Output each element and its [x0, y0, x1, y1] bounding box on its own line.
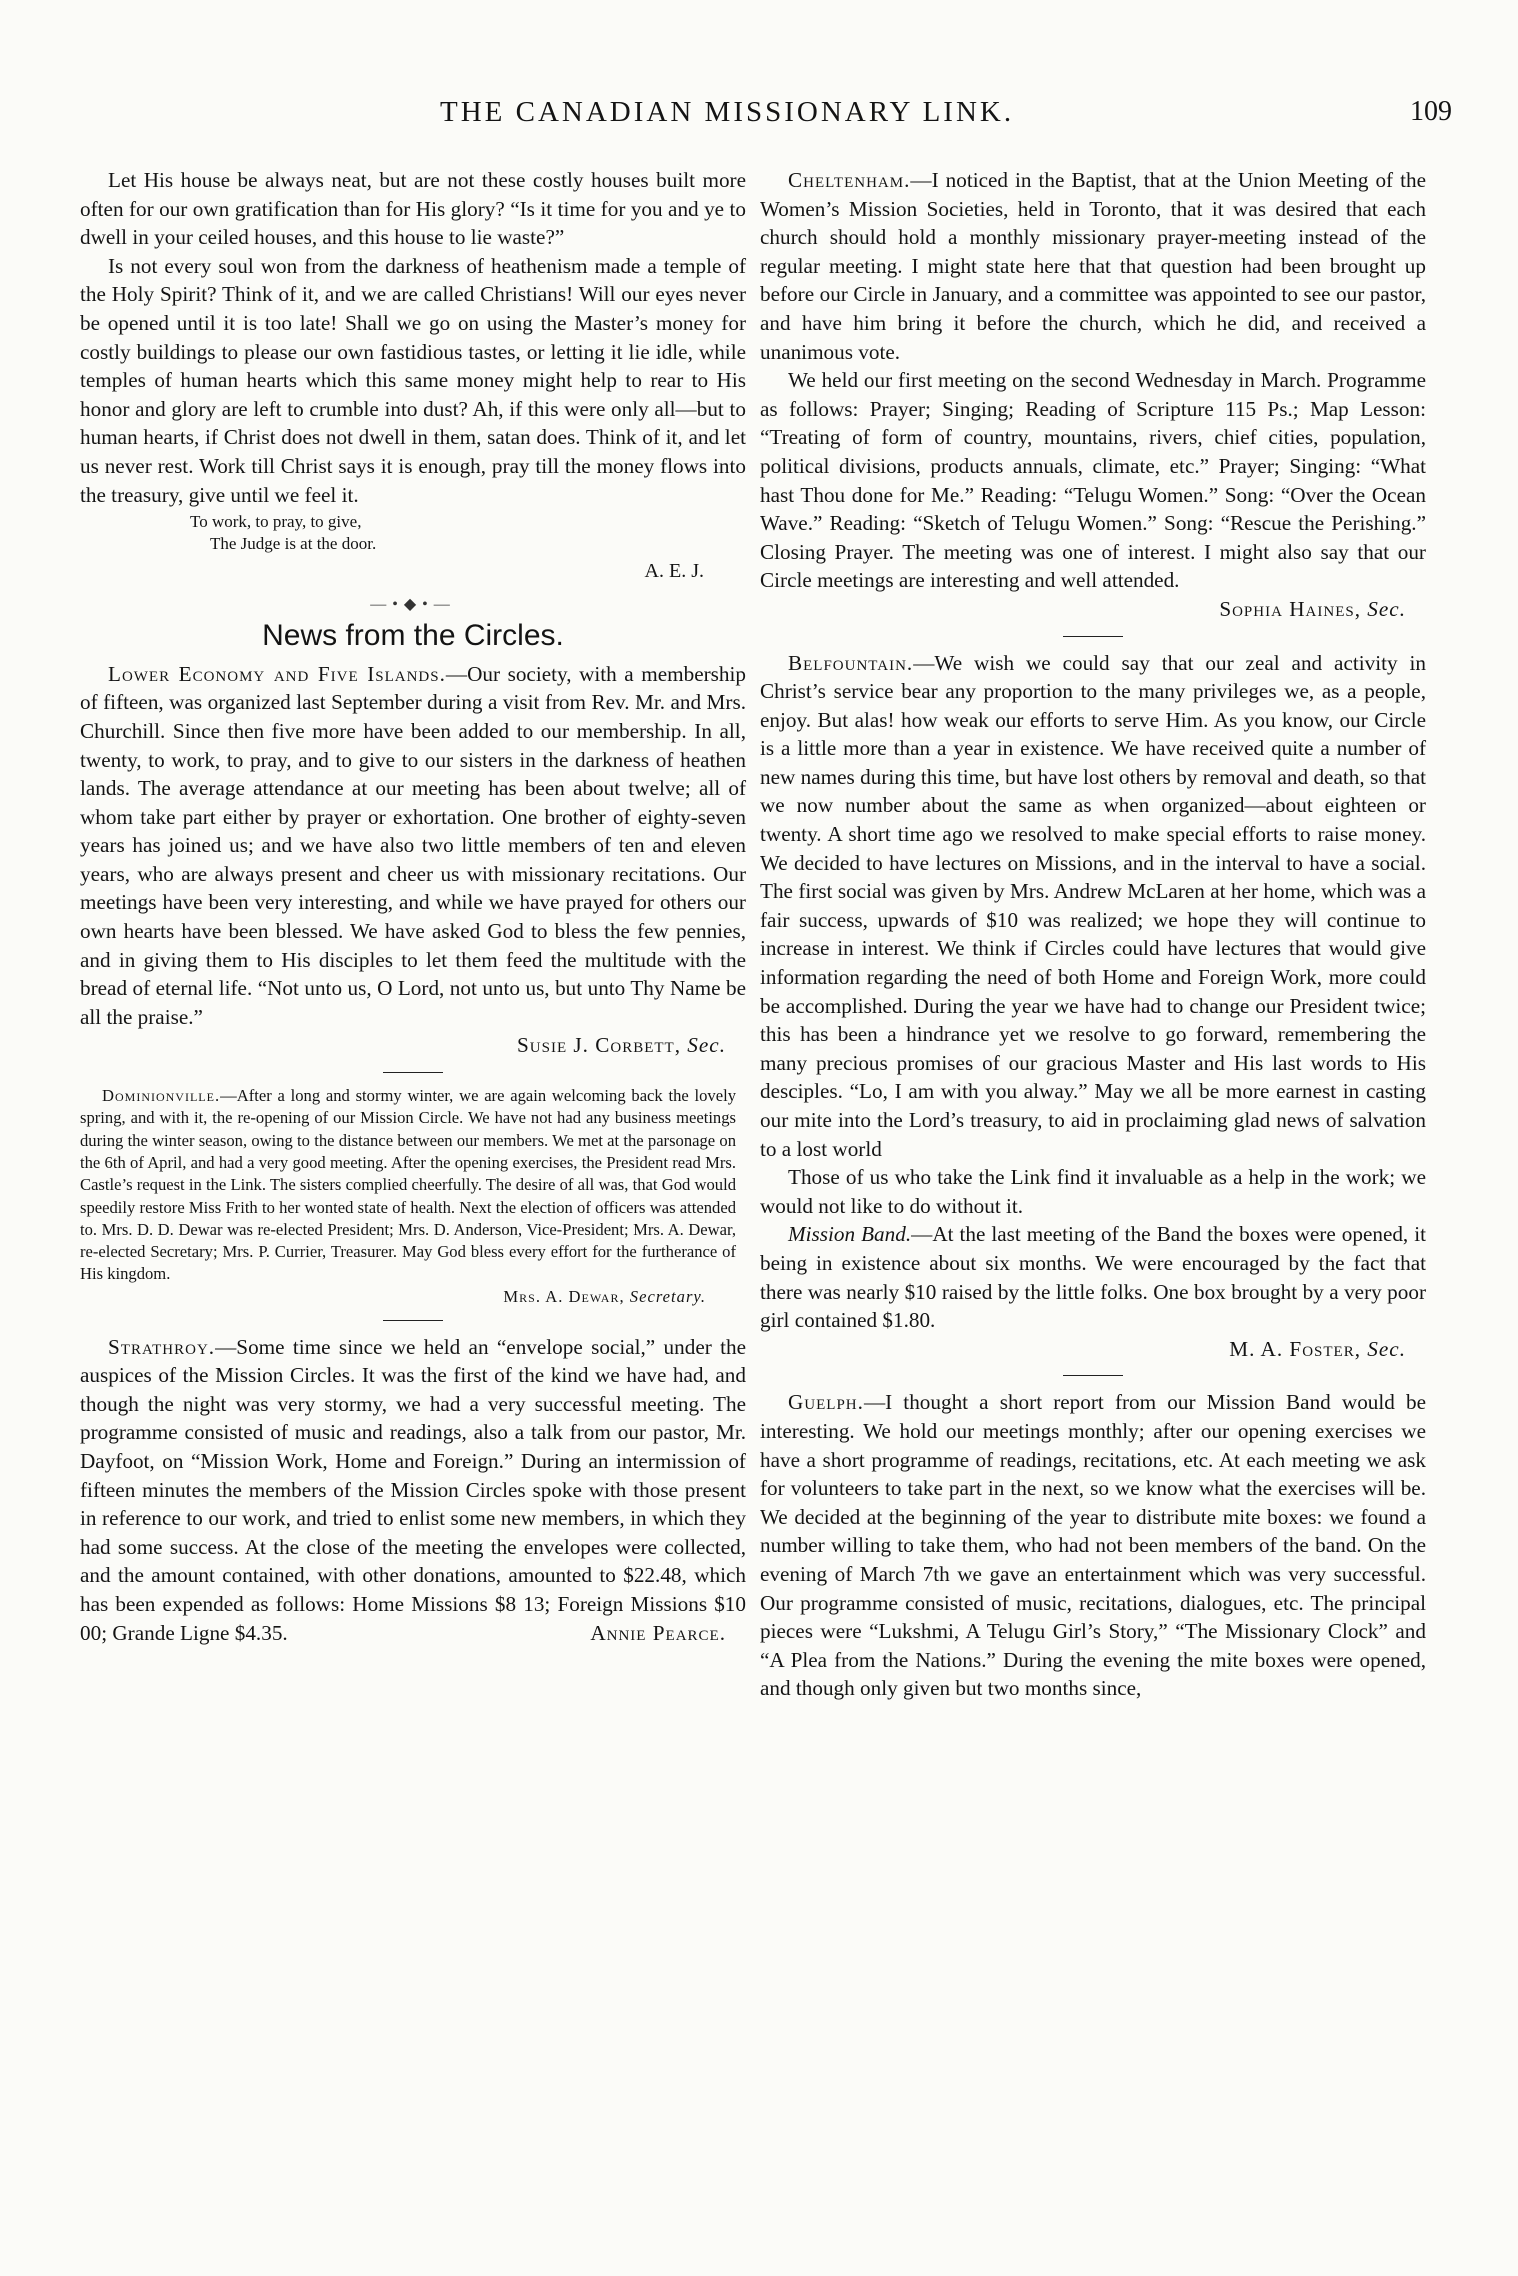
signature-role: Secretary. — [629, 1286, 706, 1306]
signature — [80, 1031, 746, 1060]
left-column — [80, 166, 746, 1647]
signature-name: Susie J. Corbett, — [516, 1033, 681, 1058]
signature-role: Sec. — [1367, 596, 1406, 621]
paragraph: Is not every soul won from the darkness of heathenism made a temple of the Holy Spirit? Think of it, and we are called Christians! Will our eyes never be opened until it is too late! Shall we go on using the Master’s money for costly buildings to please our own fastidious tastes, or letting it lie idle, while temples of human hearts which this same money might help to rear to His honor and glory are left to crumble into dust? Ah, if this were only all—but to human hearts, if Christ does not dwell in them, satan does. Think of it, and let us never rest. Work till Christ says it is enough, pray till the money flows into the treasury, give until we feel it. — [80, 253, 746, 507]
report-text: —I thought a short report from our Mission Band would be interesting. We hold our meetings monthly; after our opening exercises we have a short programme of readings, recitations, etc. At each meeting we ask for volunteers to take part in the next, so we know what the exercises will be. We decided at the beginning of the year to distribute mite boxes: we found a number willing to take them, who had not been members of the band. On the evening of March 7th we gave an entertainment which was very successful. Our programme consisted of music, recitations, dialogues, etc. The principal pieces were “Lukshmi, A Telugu Girl’s Story,” “The Missionary Clock” and “A Plea from the Nations.” During the evening the mite boxes were opened, and though only given but two months since, — [760, 1390, 1426, 1701]
signature-name: Annie Pearce. — [590, 1620, 726, 1645]
paragraph: Those of us who take the Link find it invaluable as a help in the work; we would not like to do without it. — [760, 1165, 1426, 1218]
place-name: Strathroy. — [108, 1334, 216, 1359]
signature-name: Mrs. A. Dewar, — [503, 1286, 625, 1306]
ornament-divider: —•◆•— — [370, 595, 456, 613]
report-mission-band — [760, 1220, 1426, 1334]
report-text: —I noticed in the Baptist, that at the Union Meeting of the Women’s Mission Societies, held in Toronto, that it was desired that each church should hold a monthly missionary prayer-meeting instead of the regular meeting. I might state here that that question had been brought up before our Circle in January, and a committee was appointed to see our pastor, and have him bring it before the church, which he did, and received a unanimous vote. — [760, 168, 1426, 364]
signature-name: M. A. Foster, — [1229, 1336, 1361, 1361]
report-text: —After a long and stormy winter, we are again welcoming back the lovely spring, and with it, the re-opening of our Mission Circle. We have not had any business meetings during the winter season, owing to the distance between our members. We met at the parsonage on the 6th of April, and had a very good meeting. After the opening exercises, the President read Mrs. Castle’s request in the Link. The sisters complied cheerfully. The desire of all was, that God would speedily restore Miss Frith to her wonted state of health. Next the election of officers was attended to. Mrs. D. D. Dewar was re-elected President; Mrs. D. Anderson, Vice-President; Mrs. A. Dewar, re-elected Secretary; Mrs. P. Currier, Treasurer. May God bless every effort for the furtherance of His kingdom. — [80, 1086, 736, 1284]
signature-name: Sophia Haines, — [1219, 596, 1361, 621]
place-name: Cheltenham. — [788, 168, 911, 192]
report-cheltenham — [760, 166, 1426, 366]
paragraph: We held our first meeting on the second Wednesday in March. Programme as follows: Prayer; Singing; Reading of Scripture 115 Ps.; Map Lesson: “Treating of form of country, mountains, rivers, chief cities, population, political divisions, products annuals, climate, etc.” Prayer; Singing: “What hast Thou done for Me.” Reading: “Telugu Women.” Song: “Over the Ocean Wave.” Reading: “Sketch of Telugu Women.” Song: “Rescue the Perishing.” Closing Prayer. The meeting was one of interest. I might also say that our Circle meetings are interesting and well attended. — [760, 368, 1426, 593]
report-strathroy — [80, 1333, 746, 1648]
report-lower-economy — [80, 660, 746, 1032]
verse — [80, 511, 746, 555]
paragraph: Let His house be always neat, but are not these costly houses built more often for our own gratification than for His glory? “Is it time for you and ye to dwell in your ceiled houses, and this house to lie waste?” — [80, 168, 746, 250]
subsection-label: Mission Band. — [788, 1222, 912, 1247]
report-belfountain — [760, 649, 1426, 1164]
report-dominionville — [80, 1085, 736, 1286]
signature — [760, 1335, 1426, 1364]
signature — [80, 1286, 746, 1308]
report-text: —Some time since we held an “envelope social,” under the auspices of the Mission Circles. It was the first of the kind we have had, and though the night was very stormy, we had a very successful meeting. The programme consisted of music and readings, also a talk from our pastor, Mr. Dayfoot, on “Mission Work, Home and Foreign.” During an intermission of fifteen minutes the members of the Mission Circles spoke with those present in reference to our work, and tried to enlist some new members, in which they had some success. At the close of the meeting the envelopes were collected, and the amount contained, with other donations, amounted to $22.48, which has been expended as follows: Home Missions $8 13; Foreign Missions $10 00; Grande Ligne $4.35. — [80, 1334, 746, 1645]
divider-rule — [383, 1320, 443, 1321]
divider-rule — [1063, 636, 1123, 637]
running-header — [0, 96, 1518, 136]
place-name: Dominionville. — [102, 1086, 221, 1106]
verse-line: To work, to pray, to give, — [190, 512, 362, 532]
place-name: Belfountain. — [788, 650, 914, 675]
place-name: Lower Economy and Five Islands. — [108, 661, 446, 686]
report-text: —At the last meeting of the Band the boxes were opened, it being in existence about six months. We were encouraged by the fact that there was nearly $10 raised by the little folks. One box brought by a very poor girl contained $1.80. — [760, 1222, 1427, 1333]
divider-rule — [1063, 1375, 1123, 1376]
report-guelph — [760, 1388, 1426, 1703]
right-column — [760, 166, 1426, 1703]
running-title: THE CANADIAN MISSIONARY LINK. — [440, 96, 1015, 128]
report-text: —Our society, with a membership of fifteen, was organized last September during a visit from Rev. Mr. and Mrs. Churchill. Since then five more have been added to our membership. In all, twenty, to work, to pray, and to give to our sisters in the darkness of heathen lands. The average attendance at our meeting has been about twelve; all of whom take part either by prayer or exhortation. One brother of eighty-seven years has joined us; and we have also two little members of ten and eleven years, who are always present and cheer us with missionary recitations. Our meetings have been very interesting, and while we have prayed for others our own hearts have been blessed. We have asked God to bless the few pennies, and in giving them to His disciples to let them feed the multitude with the bread of eternal life. “Not unto us, O Lord, not unto us, but unto Thy Name be all the praise.” — [80, 661, 746, 1029]
verse-line: The Judge is at the door. — [210, 534, 377, 554]
report-text: —We wish we could say that our zeal and activity in Christ’s service bear any proportion to the many privileges we, as a people, enjoy. But alas! how weak our efforts to serve Him. As you know, our Circle is a little more than a year in existence. We have received quite a number of new names during this time, but have lost others by removal and death, so that we now number about the same as when organized—about eighteen or twenty. A short time ago we resolved to make special efforts to raise money. We decided to have lectures on Missions, and in the interval to have a social. The first social was given by Mrs. Andrew McLaren at her home, which was a fair success, upwards of $10 was realized; we hope they will continue to increase in interest. We think if Circles could have lectures that would give information regarding the need of both Home and Foreign Work, more could be accomplished. During the year we have had to change our President twice; this has been a hindrance yet we resolve to go forward, remembering the many precious promises of our gracious Master and His last words to His desciples. “Lo, I am with you alway.” May we all be more earnest in casting our mite into the Lord’s treasury, to aid in proclaiming glad news of salvation to a lost world — [760, 650, 1426, 1161]
signature — [760, 595, 1426, 624]
section-heading: News from the Circles. — [262, 618, 564, 652]
place-name: Guelph. — [788, 1390, 864, 1415]
signature-role: Sec. — [1367, 1336, 1406, 1361]
signature-role: Sec. — [687, 1033, 726, 1058]
page-number: 109 — [1410, 96, 1452, 127]
author-initials: A. E. J. — [644, 560, 704, 583]
divider-rule — [383, 1072, 443, 1073]
